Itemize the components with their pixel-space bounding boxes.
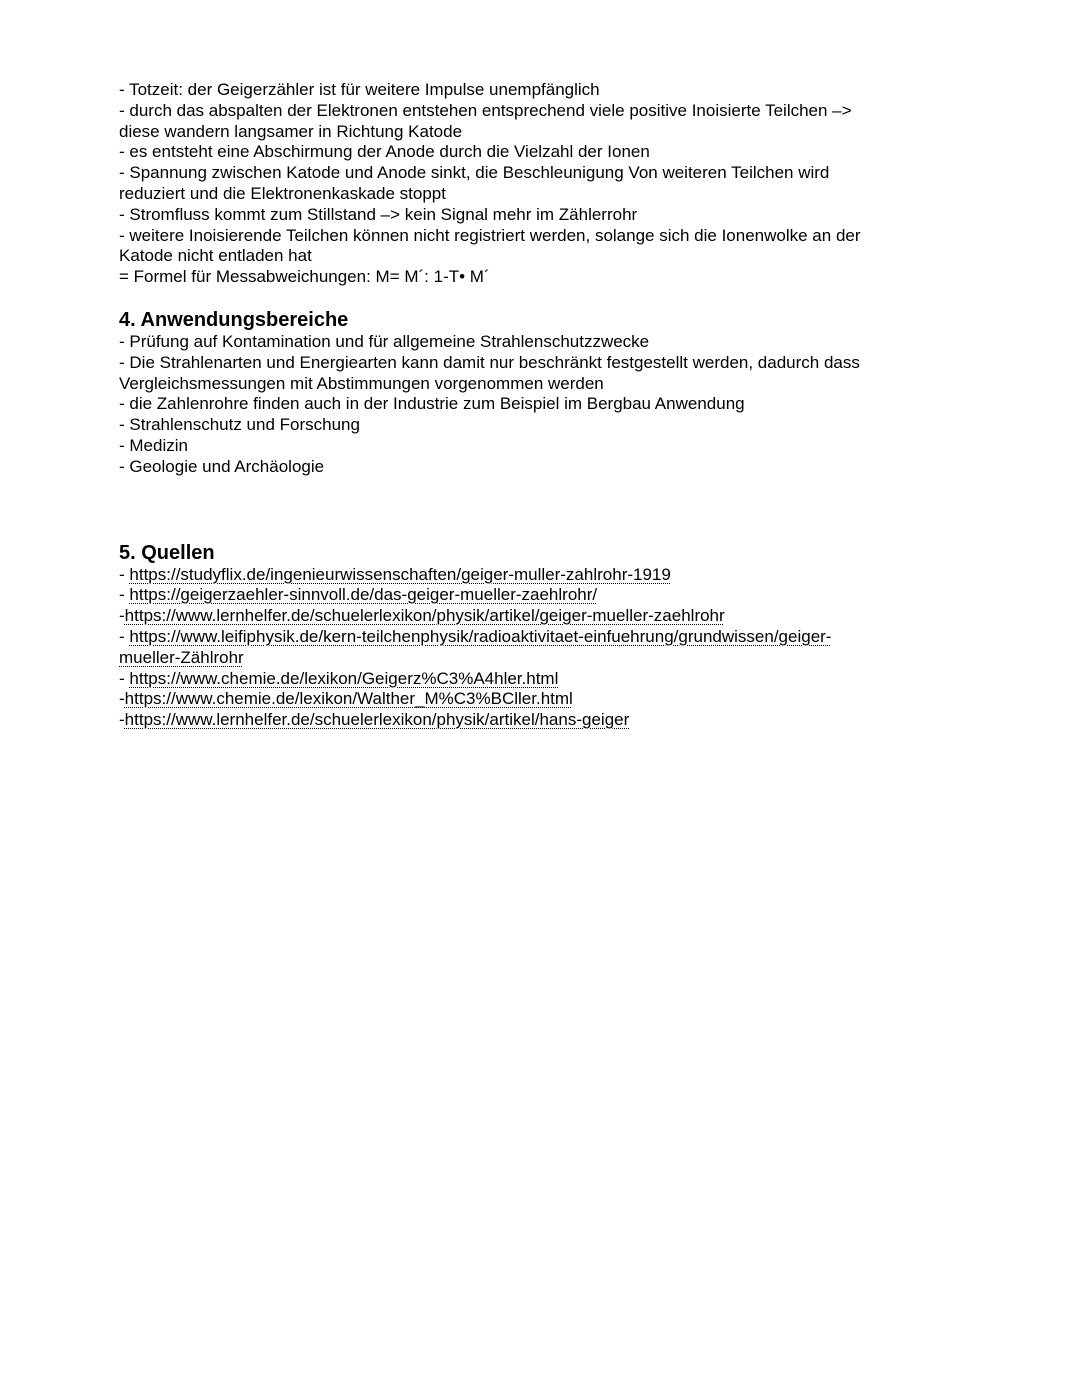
text-line: - Totzeit: der Geigerzähler ist für weitere Impulse unempfänglich [119,80,600,99]
source-item [119,689,919,710]
text-line: - es entsteht eine Abschirmung der Anode durch die Vielzahl der Ionen [119,142,650,162]
list-item: - Medizin [119,435,188,455]
source-item-continuation [119,648,919,669]
source-item [119,627,919,648]
list-item: - Strahlenschutz und Forschung [119,415,360,435]
section-heading-anwendungsbereiche: 4. Anwendungsbereiche [119,308,349,331]
source-link-leifiphysik-continuation[interactable]: mueller-Zählrohr [119,647,244,667]
source-bullet: - [119,564,130,584]
source-bullet: - [119,585,130,605]
source-item [119,606,919,627]
source-item [119,585,919,606]
text-line: - durch das abspalten der Elektronen entstehen entsprechend viele positive Inoisierte Teilchen –> [119,100,852,120]
text-line: diese wandern langsamer in Richtung Katode [119,121,463,141]
section-heading-quellen: 5. Quellen [119,541,215,564]
list-item: - Geologie und Archäologie [119,456,325,476]
text-line: - weitere Inoisierende Teilchen können nicht registriert werden, solange sich die Ionenwolke an der [119,225,861,245]
formula-line: = Formel für Messabweichungen: M= M´: 1-T• M´ [119,267,490,287]
document-page [119,80,919,731]
section-3-block [119,80,919,288]
list-item: Vergleichsmessungen mit Abstimmungen vorgenommen werden [119,373,604,393]
source-item [119,565,919,586]
source-item [119,710,919,731]
source-item [119,669,919,690]
source-bullet: - [119,689,125,709]
source-bullet: - [119,606,125,626]
source-bullet: - [119,668,130,688]
list-item: - Die Strahlenarten und Energiearten kann damit nur beschränkt festgestellt werden, dadurch dass [119,352,860,372]
source-link-lernhelfer-hans-geiger[interactable]: https://www.lernhelfer.de/schuelerlexikon/physik/artikel/hans-geiger [124,710,630,730]
source-link-lernhelfer-zaehlrohr[interactable]: https://www.lernhelfer.de/schuelerlexikon/physik/artikel/geiger-mueller-zaehlrohr [124,606,725,626]
text-line: - Spannung zwischen Katode und Anode sinkt, die Beschleunigung Von weiteren Teilchen wird [119,163,830,183]
source-link-studyflix[interactable]: https://studyflix.de/ingenieurwissenschaften/geiger-muller-zahlrohr-1919 [129,564,671,584]
text-line: reduziert und die Elektronenkaskade stoppt [119,183,446,203]
source-link-geigerzaehler-sinnvoll[interactable]: https://geigerzaehler-sinnvoll.de/das-geiger-mueller-zaehlrohr/ [129,585,598,605]
section-4-block [119,332,919,478]
text-line: - Stromfluss kommt zum Stillstand –> kein Signal mehr im Zählerrohr [119,204,638,224]
source-link-chemie-geigerzaehler[interactable]: https://www.chemie.de/lexikon/Geigerz%C3%A4hler.html [129,668,559,688]
source-link-leifiphysik[interactable]: https://www.leifiphysik.de/kern-teilchenphysik/radioaktivitaet-einfuehrung/grundwissen/geiger- [129,626,832,646]
text-line: Katode nicht entladen hat [119,246,312,266]
sources-list [119,565,919,731]
list-item: - Prüfung auf Kontamination und für allgemeine Strahlenschutzzwecke [119,331,650,351]
source-bullet: - [119,710,125,730]
source-link-chemie-mueller[interactable]: https://www.chemie.de/lexikon/Walther_M%C3%BCller.html [124,689,573,709]
source-bullet: - [119,626,130,646]
list-item: - die Zahlenrohre finden auch in der Industrie zum Beispiel im Bergbau Anwendung [119,394,745,414]
